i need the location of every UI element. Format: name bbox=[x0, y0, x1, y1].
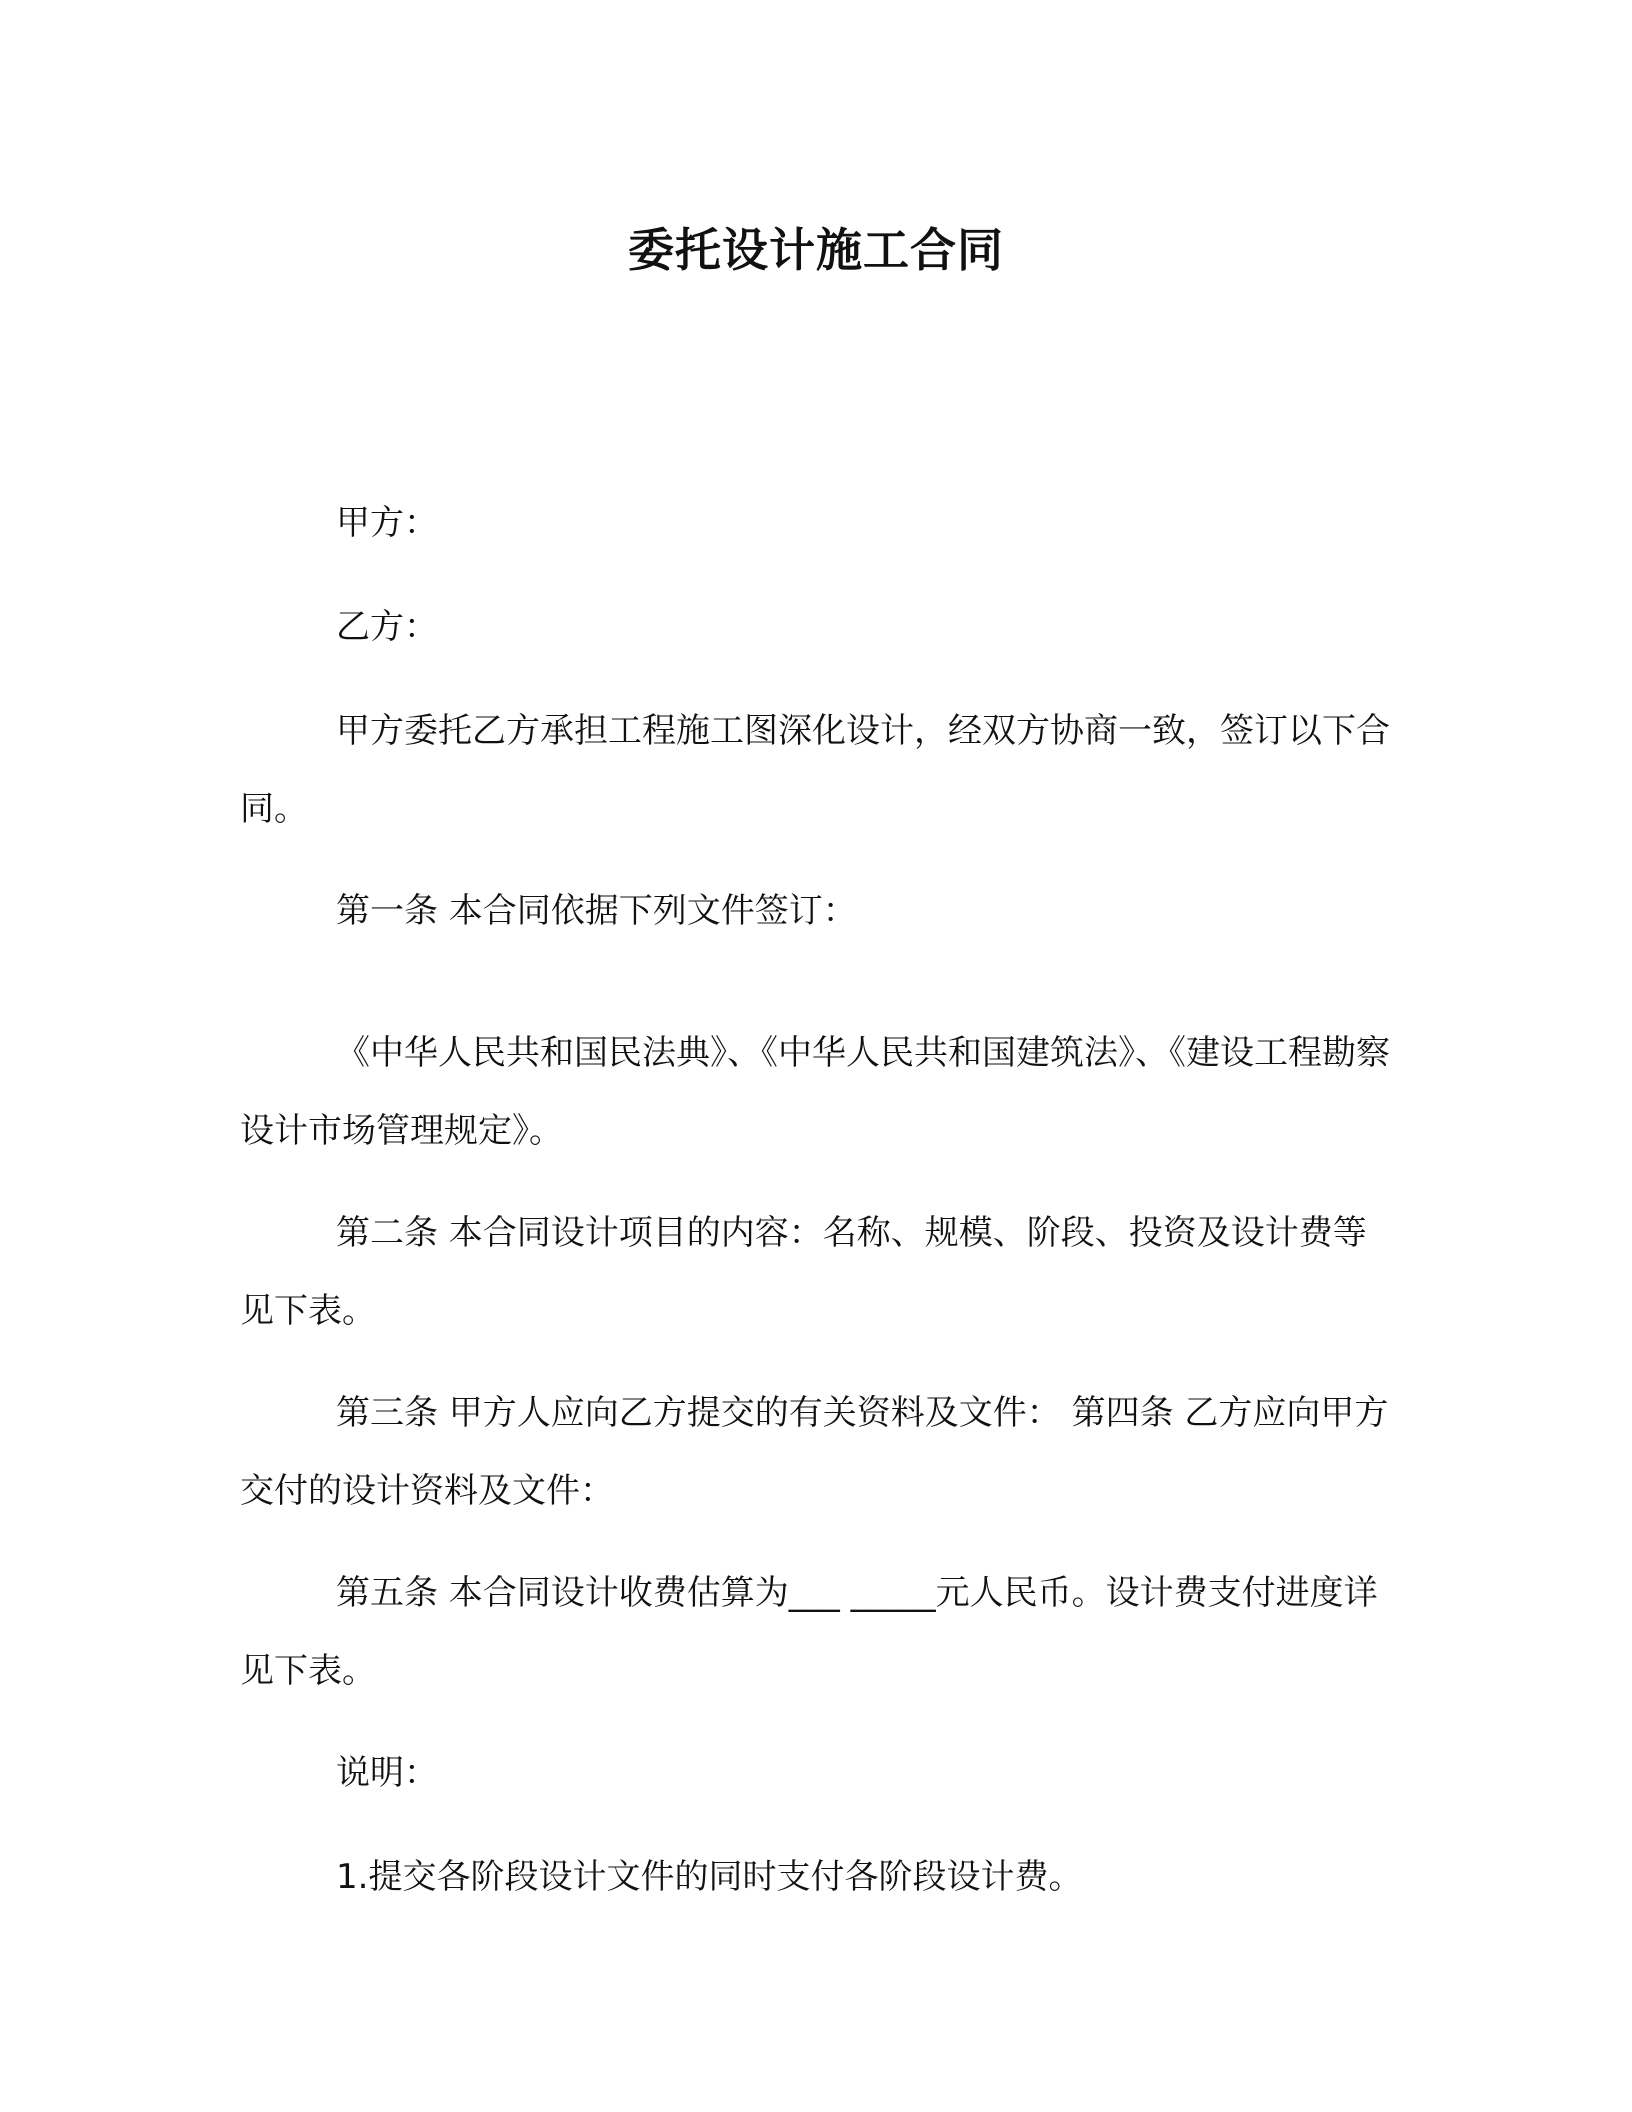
notes-heading: 说明： bbox=[336, 1753, 438, 1793]
article-3-4-paragraph: 第三条 甲方人应向乙方提交的有关资料及文件： 第四条 乙方应向甲方交付的设计资料及文件： bbox=[240, 1393, 1389, 1511]
document-title: 委托设计施工合同 bbox=[628, 223, 1004, 277]
article-5-paragraph: 第五条 本合同设计收费估算为___ _____元人民币。设计费支付进度详见下表。 bbox=[240, 1573, 1378, 1691]
party-b-line: 乙方： bbox=[336, 607, 438, 647]
intro-paragraph: 甲方委托乙方承担工程施工图深化设计，经双方协商一致，签订以下合同。 bbox=[240, 711, 1390, 829]
party-a-line: 甲方： bbox=[336, 503, 438, 543]
article-2-paragraph: 第二条 本合同设计项目的内容：名称、规模、阶段、投资及设计费等见下表。 bbox=[240, 1213, 1367, 1331]
note-item-1: 1.提交各阶段设计文件的同时支付各阶段设计费。 bbox=[336, 1857, 1083, 1897]
article-1-content: 《中华人民共和国民法典》、《中华人民共和国建筑法》、《建设工程勘察设计市场管理规定》。 bbox=[240, 1033, 1390, 1151]
article-1-heading: 第一条 本合同依据下列文件签订： bbox=[336, 891, 857, 931]
